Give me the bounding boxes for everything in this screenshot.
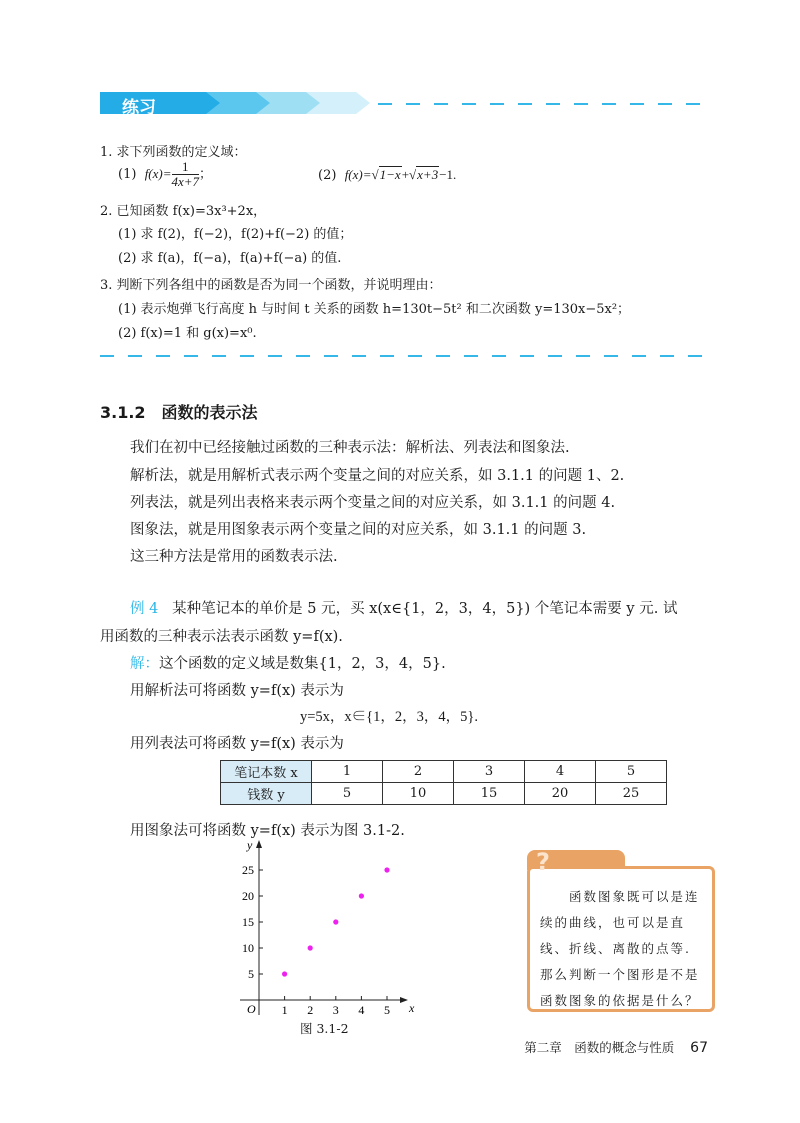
page-footer: [524, 1038, 708, 1056]
data-point: [384, 867, 389, 872]
table-row: [221, 761, 667, 783]
part-number: (2): [318, 168, 337, 183]
q2-label: 2. 已知函数 f(x)=3x³+2x，: [100, 204, 267, 219]
divider-dashed: [100, 355, 713, 357]
y-tick-label: 25: [242, 863, 254, 877]
q1-label: 1. 求下列函数的定义域：: [100, 145, 247, 160]
row-header: 笔记本数 x: [221, 761, 312, 783]
numerator: 1: [172, 160, 200, 175]
x-tick-label: 5: [384, 1003, 390, 1015]
origin-label: O: [247, 1002, 256, 1015]
y-axis-label: y: [247, 838, 253, 852]
q2-part1: (1) 求 f(2)，f(−2)，f(2)+f(−2) 的值；: [118, 227, 353, 242]
scatter-chart: [220, 835, 420, 1015]
solution-text: 这个函数的定义域是数集{1，2，3，4，5}.: [159, 656, 446, 672]
x-tick-label: 1: [281, 1003, 288, 1015]
formula-op: +√: [401, 167, 417, 182]
table-cell: 25: [596, 783, 667, 805]
table-row: [221, 783, 667, 805]
data-point: [308, 945, 313, 950]
x-axis-label: x: [409, 1001, 415, 1015]
x-tick-label: 4: [358, 1003, 365, 1015]
table-cell: 1: [312, 761, 383, 783]
divider-dashed: [378, 103, 713, 105]
example-text: 某种笔记本的单价是 5 元，买 x(x∈{1，2，3，4，5}) 个笔记本需要 y 元. 试: [172, 601, 678, 617]
y-tick-label: 20: [242, 889, 254, 903]
table-intro: 用列表法可将函数 y=f(x) 表示为: [130, 736, 344, 752]
graph-intro: 用图象法可将函数 y=f(x) 表示为图 3.1-2.: [130, 823, 405, 839]
radicand: 1−x: [379, 167, 401, 182]
table-cell: 5: [312, 783, 383, 805]
data-point: [282, 971, 287, 976]
table-cell: 20: [525, 783, 596, 805]
solution-line: [130, 652, 446, 673]
formula-lhs: f(x)=: [144, 166, 172, 181]
y-tick-label: 5: [248, 967, 254, 981]
solution-label: 解：: [130, 656, 159, 672]
q3-part2: (2) f(x)=1 和 g(x)=x⁰.: [118, 326, 257, 341]
x-tick-label: 2: [307, 1003, 314, 1015]
row-header: 钱数 y: [221, 783, 312, 805]
chapter-title: 第二章 函数的概念与性质: [524, 1040, 675, 1055]
fraction: [172, 160, 200, 189]
section-heading: 3.1.2 函数的表示法: [100, 403, 258, 422]
paragraph: 解析法，就是用解析式表示两个变量之间的对应关系，如 3.1.1 的问题 1、2.: [130, 468, 625, 484]
paragraph: 这三种方法是常用的函数表示法.: [130, 549, 338, 565]
function-table: [220, 760, 667, 805]
punct: ；: [199, 167, 213, 182]
y-axis-arrow: [256, 840, 262, 848]
paragraph: 我们在初中已经接触过函数的三种表示法：解析法、列表法和图象法.: [130, 440, 570, 456]
q3-part1: (1) 表示炮弹飞行高度 h 与时间 t 关系的函数 h=130t−5t² 和二次函数 y=130x−5x²；: [118, 302, 631, 317]
denominator: 4x+7: [171, 174, 200, 189]
analytic-intro: 用解析法可将函数 y=f(x) 表示为: [130, 683, 344, 699]
data-point: [333, 919, 338, 924]
table-cell: 15: [454, 783, 525, 805]
q3-label: 3. 判断下列各组中的函数是否为同一个函数，并说明理由：: [100, 278, 442, 293]
y-tick-label: 15: [242, 915, 254, 929]
page-number: 67: [690, 1040, 708, 1056]
table-cell: 5: [596, 761, 667, 783]
exercise-title: 练习: [122, 98, 156, 118]
example-label: 例 4: [130, 601, 159, 617]
table-cell: 10: [383, 783, 454, 805]
radicand: x+3: [417, 167, 439, 182]
table-cell: 3: [454, 761, 525, 783]
q1-part2: [318, 167, 456, 183]
y-tick-label: 10: [242, 941, 254, 955]
part-number: (1): [118, 167, 137, 182]
example-line-1: [130, 597, 677, 618]
table-cell: 4: [525, 761, 596, 783]
data-point: [359, 893, 364, 898]
paragraph: 列表法，就是列出表格来表示两个变量之间的对应关系，如 3.1.1 的问题 4.: [130, 495, 616, 511]
paragraph: 图象法，就是用图象表示两个变量之间的对应关系，如 3.1.1 的问题 3.: [130, 522, 587, 538]
analytic-formula: y=5x，x∈{1，2，3，4，5}.: [300, 709, 478, 725]
x-tick-label: 3: [332, 1003, 339, 1015]
question-mark-icon: ?: [536, 848, 550, 876]
q1-part1: [118, 160, 212, 189]
example-line-2: 用函数的三种表示法表示函数 y=f(x).: [100, 629, 343, 645]
q2-part2: (2) 求 f(a)，f(−a)，f(a)+f(−a) 的值.: [118, 251, 342, 266]
x-axis-arrow: [400, 997, 408, 1003]
note-text: 函数图象既可以是连续的曲线，也可以是直线、折线、离散的点等. 那么判断一个图形是不是函数图象的依据是什么？: [540, 889, 700, 1008]
table-cell: 2: [383, 761, 454, 783]
formula-end: −1.: [439, 167, 457, 182]
figure-caption: 图 3.1-2: [300, 1021, 349, 1036]
formula-lhs: f(x)=√: [344, 167, 379, 182]
